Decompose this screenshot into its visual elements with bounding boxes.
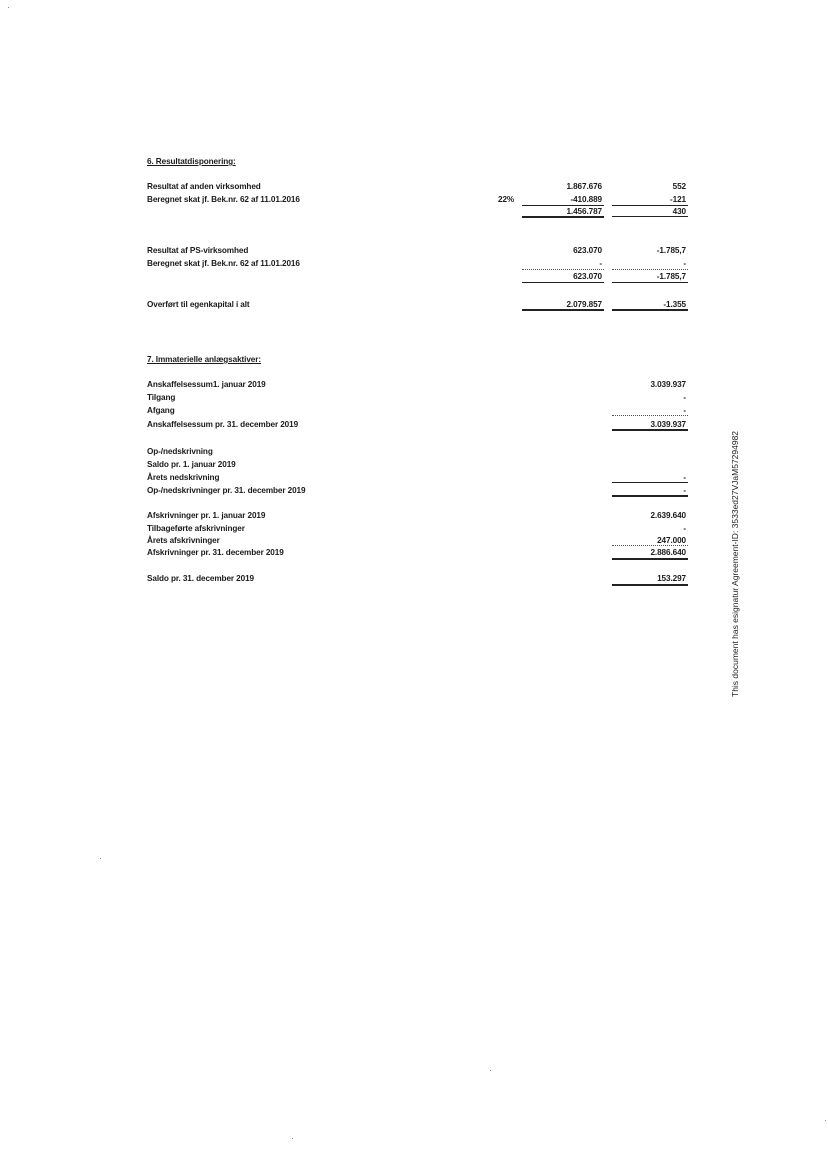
row-label: Saldo pr. 31. december 2019 — [147, 574, 254, 583]
row-label: Op-/nedskrivninger pr. 31. december 2019 — [147, 486, 306, 495]
scan-speck — [292, 1138, 293, 1139]
row-label: Anskaffelsessum pr. 31. december 2019 — [147, 420, 299, 429]
underline-rule — [522, 269, 604, 270]
total-col2: -1.355 — [663, 300, 686, 309]
section-6-heading: 6. Resultatdisponering: — [147, 157, 236, 166]
row-value-col1: - — [599, 259, 602, 268]
row-value: 3.039.937 — [650, 420, 686, 429]
row-value-col1: -410.889 — [570, 195, 602, 204]
underline-rule — [612, 269, 688, 270]
row-label: Årets nedskrivning — [147, 473, 220, 482]
subtotal-col2: -1.785,7 — [656, 272, 686, 281]
row-value: 2.639.640 — [650, 511, 686, 520]
row-label: Afgang — [147, 406, 175, 415]
row-label: Beregnet skat jf. Bek.nr. 62 af 11.01.2016 — [147, 259, 300, 268]
row-label: Afskrivninger pr. 1. januar 2019 — [147, 511, 266, 520]
row-value: - — [683, 406, 686, 415]
row-value: 247.000 — [657, 536, 686, 545]
underline-rule — [612, 415, 688, 416]
row-value: - — [683, 393, 686, 402]
row-value: 3.039.937 — [650, 380, 686, 389]
total-col1: 2.079.857 — [566, 300, 602, 309]
double-rule — [522, 216, 604, 218]
row-value-col1: 1.867.676 — [566, 182, 602, 191]
row-value-col1: 623.070 — [573, 246, 602, 255]
double-rule — [612, 558, 688, 560]
subtotal-col1: 1.456.787 — [566, 207, 602, 216]
double-rule — [612, 429, 688, 431]
row-value: - — [683, 524, 686, 533]
scan-speck — [490, 1070, 491, 1071]
row-label: Resultat af PS-virksomhed — [147, 246, 249, 255]
row-label: Resultat af anden virksomhed — [147, 182, 261, 191]
row-value-col2: -1.785,7 — [656, 246, 686, 255]
row-label: Afskrivninger pr. 31. december 2019 — [147, 548, 284, 557]
tax-rate: 22% — [498, 195, 515, 204]
esignatur-note: This document has esignatur Agreement-ID: 3533ed27VJaM57294982 — [730, 430, 740, 697]
row-value: 153.297 — [657, 574, 686, 583]
row-label: Op-/nedskrivning — [147, 447, 213, 456]
row-label: Overført til egenkapital i alt — [147, 300, 250, 309]
row-value-col2: - — [683, 259, 686, 268]
row-label: Anskaffelsessum1. januar 2019 — [147, 380, 266, 389]
row-value-col2: 552 — [672, 182, 686, 191]
row-value: - — [683, 473, 686, 482]
double-rule — [612, 309, 688, 311]
scan-speck — [8, 7, 9, 8]
underline-rule — [612, 205, 688, 206]
row-label: Tilgang — [147, 393, 176, 402]
double-rule — [522, 309, 604, 311]
section-7-heading: 7. Immaterielle anlægsaktiver: — [147, 355, 261, 364]
underline-rule — [612, 216, 688, 217]
scan-speck — [825, 1120, 826, 1121]
row-label: Saldo pr. 1. januar 2019 — [147, 460, 236, 469]
row-label: Tilbageførte afskrivninger — [147, 524, 245, 533]
underline-rule — [612, 482, 688, 483]
subtotal-col2: 430 — [672, 207, 686, 216]
underline-rule — [612, 282, 688, 283]
row-value: 2.886.640 — [650, 548, 686, 557]
underline-rule — [612, 545, 688, 546]
scan-speck — [100, 858, 101, 859]
subtotal-col1: 623.070 — [573, 272, 602, 281]
row-value: - — [683, 486, 686, 495]
underline-rule — [522, 205, 604, 206]
row-value-col2: -121 — [670, 195, 686, 204]
underline-rule — [522, 282, 604, 283]
row-label: Beregnet skat jf. Bek.nr. 62 af 11.01.2016 — [147, 195, 300, 204]
double-rule — [612, 584, 688, 586]
row-label: Årets afskrivninger — [147, 536, 220, 545]
double-rule — [612, 495, 688, 497]
